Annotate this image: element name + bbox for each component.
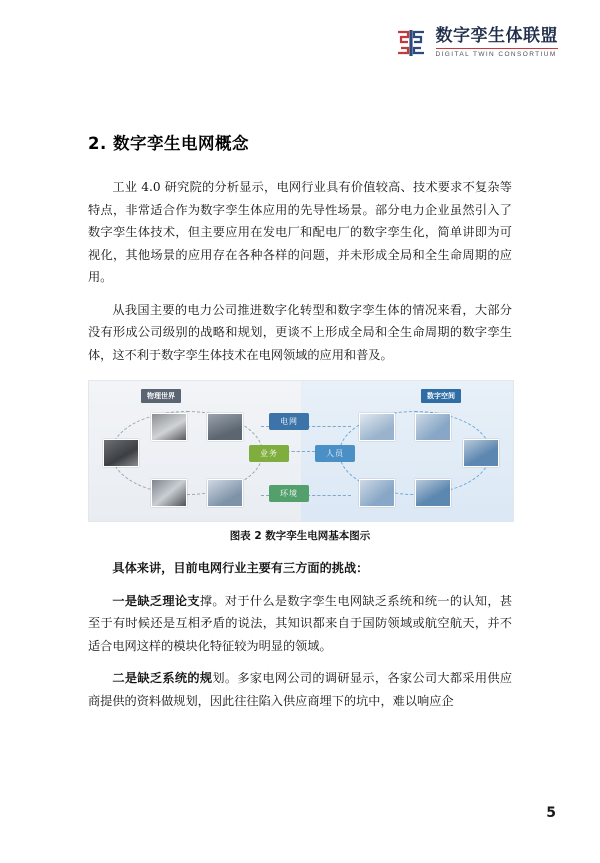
- figure-thumbnail: [359, 479, 395, 507]
- figure-label-digital: 数字空间: [421, 389, 461, 403]
- figure-thumbnail: [151, 479, 187, 507]
- document-body: [88, 130, 512, 722]
- figure-thumbnail: [359, 413, 395, 441]
- figure-thumbnail: [103, 439, 139, 467]
- page-title: 2. 数字孪生电网概念: [88, 134, 249, 153]
- figure-thumbnail: [463, 439, 499, 467]
- brand-name-cn: 数字孪生体联盟: [435, 25, 558, 46]
- brand-name-en: DIGITAL TWIN CONSORTIUM: [435, 50, 557, 58]
- page-number: 5: [546, 805, 556, 821]
- figure-thumbnail: [207, 413, 243, 441]
- brand-text: [435, 25, 559, 59]
- figure-node-grid: 电网: [269, 413, 309, 430]
- paragraph: 具体来讲，目前电网行业主要有三方面的挑战：: [112, 561, 369, 575]
- figure-digital-twin-grid: [88, 380, 514, 522]
- figure-thumbnail: [151, 413, 187, 441]
- figure-caption: 图表 2 数字孪生电网基本图示: [229, 530, 371, 542]
- paragraph: 二是缺乏系统的规划。多家电网公司的调研显示，各家公司大都采用供应商提供的资料做规划，因此往往陷入供应商埋下的坑中，难以响应企: [88, 671, 513, 708]
- paragraph: 从我国主要的电力公司推进数字化转型和数字孪生体的情况来看，大部分没有形成公司级别的战略和规划，更谈不上形成全局和全生命周期的数字孪生体，这不利于数字孪生体技术在电网领域的应用和普及。: [88, 302, 512, 362]
- brand-rule: [436, 48, 559, 49]
- figure-thumbnail: [207, 479, 243, 507]
- figure-thumbnail: [415, 413, 451, 441]
- paragraph: 工业 4.0 研究院的分析显示，电网行业具有价值较高、技术要求不复杂等特点，非常适合作为数字孪生体应用的先导性场景。部分电力企业虽然引入了数字孪生体技术，但主要应用在发电厂和配电厂的数字孪生化，简单讲即为可视化，其他场景的应用存在各种各样的问题，并未形成全局和全生命周期的应用。: [88, 180, 512, 284]
- paragraph: 一是缺乏理论支撑。对于什么是数字孪生电网缺乏系统和统一的认知，甚至于有时候还是互相矛盾的说法，其知识都来自于国防领域或航空航天，并不适合电网这样的模块化特征较为明显的领域。: [88, 593, 513, 653]
- figure-node-personnel: 人员: [315, 445, 355, 462]
- figure-node-business: 业务: [249, 445, 289, 462]
- digital-twin-glyph-icon: [394, 26, 428, 60]
- brand-header: [394, 26, 559, 60]
- figure-thumbnail: [415, 479, 451, 507]
- figure-node-environment: 环境: [269, 485, 309, 502]
- figure-label-physical: 物理世界: [141, 389, 181, 403]
